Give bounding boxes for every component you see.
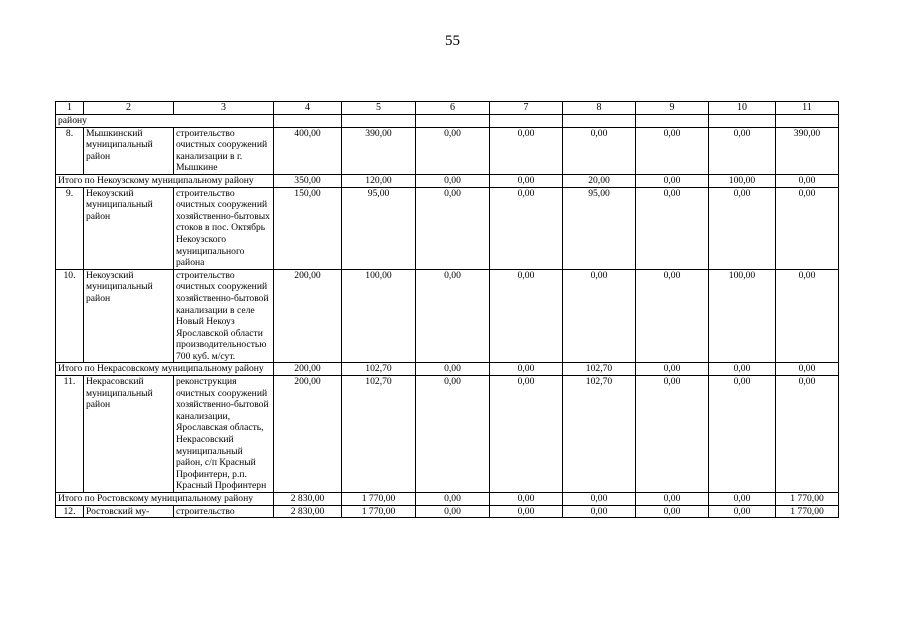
district-name: Некоузский муниципальный район [84,269,174,363]
amount-cell: 0,00 [490,174,563,187]
amount-cell: 0,00 [563,269,636,363]
project-description: строительство очистных сооружений хозяйственно-бытовой канализации в селе Новый Некоуз Ярославской области производительностью 700 куб. м/сут. [174,269,274,363]
amount-cell: 1 770,00 [342,493,416,506]
subtotal-label: Итого по Некрасовскому муниципальному району [56,363,274,376]
amount-cell: 20,00 [563,174,636,187]
amount-cell: 0,00 [416,187,490,269]
empty-cell [776,115,839,128]
empty-cell [490,115,563,128]
amount-cell: 0,00 [416,127,490,174]
amount-cell: 100,00 [709,174,776,187]
amount-cell: 0,00 [490,127,563,174]
table-row [56,376,839,493]
amount-cell: 0,00 [776,174,839,187]
amount-cell: 95,00 [342,187,416,269]
row-number: 10. [56,269,84,363]
amount-cell: 200,00 [274,376,342,493]
amount-cell: 102,70 [563,376,636,493]
amount-cell: 100,00 [709,269,776,363]
column-number-cell: 4 [274,102,342,115]
row-number: 9. [56,187,84,269]
empty-cell [342,115,416,128]
column-number-cell: 3 [174,102,274,115]
table-row [56,127,839,174]
amount-cell: 0,00 [636,269,709,363]
amount-cell: 0,00 [563,493,636,506]
amount-cell: 0,00 [636,187,709,269]
amount-cell: 0,00 [709,127,776,174]
amount-cell: 0,00 [776,187,839,269]
subtotal-row [56,174,839,187]
amount-cell: 200,00 [274,269,342,363]
column-number-cell: 1 [56,102,84,115]
amount-cell: 0,00 [563,505,636,518]
column-number-cell: 10 [709,102,776,115]
district-name: Мышкинский муниципальный район [84,127,174,174]
amount-cell: 1 770,00 [776,493,839,506]
amount-cell: 102,70 [342,376,416,493]
column-number-cell: 11 [776,102,839,115]
amount-cell: 390,00 [776,127,839,174]
amount-cell: 0,00 [416,505,490,518]
amount-cell: 2 830,00 [274,505,342,518]
district-name: Некрасовский муниципальный район [84,376,174,493]
amount-cell: 100,00 [342,269,416,363]
column-number-row [56,102,839,115]
amount-cell: 0,00 [709,505,776,518]
district-name: Ростовский му- [84,505,174,518]
budget-table [55,101,839,518]
amount-cell: 0,00 [416,174,490,187]
district-name: Некоузский муниципальный район [84,187,174,269]
amount-cell: 0,00 [563,127,636,174]
amount-cell: 350,00 [274,174,342,187]
amount-cell: 150,00 [274,187,342,269]
empty-cell [274,115,342,128]
amount-cell: 0,00 [490,376,563,493]
amount-cell: 0,00 [416,376,490,493]
amount-cell: 0,00 [490,363,563,376]
column-number-cell: 6 [416,102,490,115]
amount-cell: 2 830,00 [274,493,342,506]
amount-cell: 0,00 [636,505,709,518]
amount-cell: 95,00 [563,187,636,269]
amount-cell: 0,00 [776,269,839,363]
column-number-cell: 5 [342,102,416,115]
amount-cell: 0,00 [709,493,776,506]
amount-cell: 0,00 [776,376,839,493]
amount-cell: 0,00 [636,363,709,376]
amount-cell: 0,00 [709,363,776,376]
amount-cell: 102,70 [342,363,416,376]
amount-cell: 0,00 [416,493,490,506]
amount-cell: 0,00 [709,376,776,493]
column-number-cell: 2 [84,102,174,115]
empty-cell [709,115,776,128]
column-number-cell: 8 [563,102,636,115]
project-description: строительство очистных сооружений канализации в г. Мышкине [174,127,274,174]
amount-cell: 0,00 [416,269,490,363]
project-description: строительство очистных сооружений хозяйственно-бытовых стоков в пос. Октябрь Некоузского муниципального района [174,187,274,269]
subtotal-row [56,363,839,376]
project-description: строительство [174,505,274,518]
amount-cell: 120,00 [342,174,416,187]
amount-cell: 400,00 [274,127,342,174]
project-description: реконструкция очистных сооружений хозяйственно-бытовой канализации, Ярославская область, Некрасовский муниципальный район, с/п Красный Профинтерн, р.п. Красный Профинтерн [174,376,274,493]
amount-cell: 200,00 [274,363,342,376]
amount-cell: 0,00 [636,127,709,174]
empty-cell [563,115,636,128]
empty-cell [416,115,490,128]
amount-cell: 0,00 [416,363,490,376]
amount-cell: 0,00 [490,269,563,363]
amount-cell: 0,00 [490,493,563,506]
continuation-row [56,115,839,128]
table-row [56,505,839,518]
column-number-cell: 7 [490,102,563,115]
subtotal-label: Итого по Ростовскому муниципальному району [56,493,274,506]
amount-cell: 0,00 [776,363,839,376]
continuation-text: району [56,115,274,128]
amount-cell: 0,00 [490,505,563,518]
amount-cell: 0,00 [636,174,709,187]
amount-cell: 390,00 [342,127,416,174]
page-number: 55 [445,33,460,49]
table-row [56,269,839,363]
row-number: 8. [56,127,84,174]
row-number: 11. [56,376,84,493]
amount-cell: 0,00 [636,493,709,506]
empty-cell [636,115,709,128]
table-row [56,187,839,269]
amount-cell: 102,70 [563,363,636,376]
amount-cell: 1 770,00 [776,505,839,518]
amount-cell: 0,00 [490,187,563,269]
column-number-cell: 9 [636,102,709,115]
subtotal-row [56,493,839,506]
amount-cell: 0,00 [636,376,709,493]
row-number: 12. [56,505,84,518]
amount-cell: 1 770,00 [342,505,416,518]
amount-cell: 0,00 [709,187,776,269]
subtotal-label: Итого по Некоузскому муниципальному району [56,174,274,187]
